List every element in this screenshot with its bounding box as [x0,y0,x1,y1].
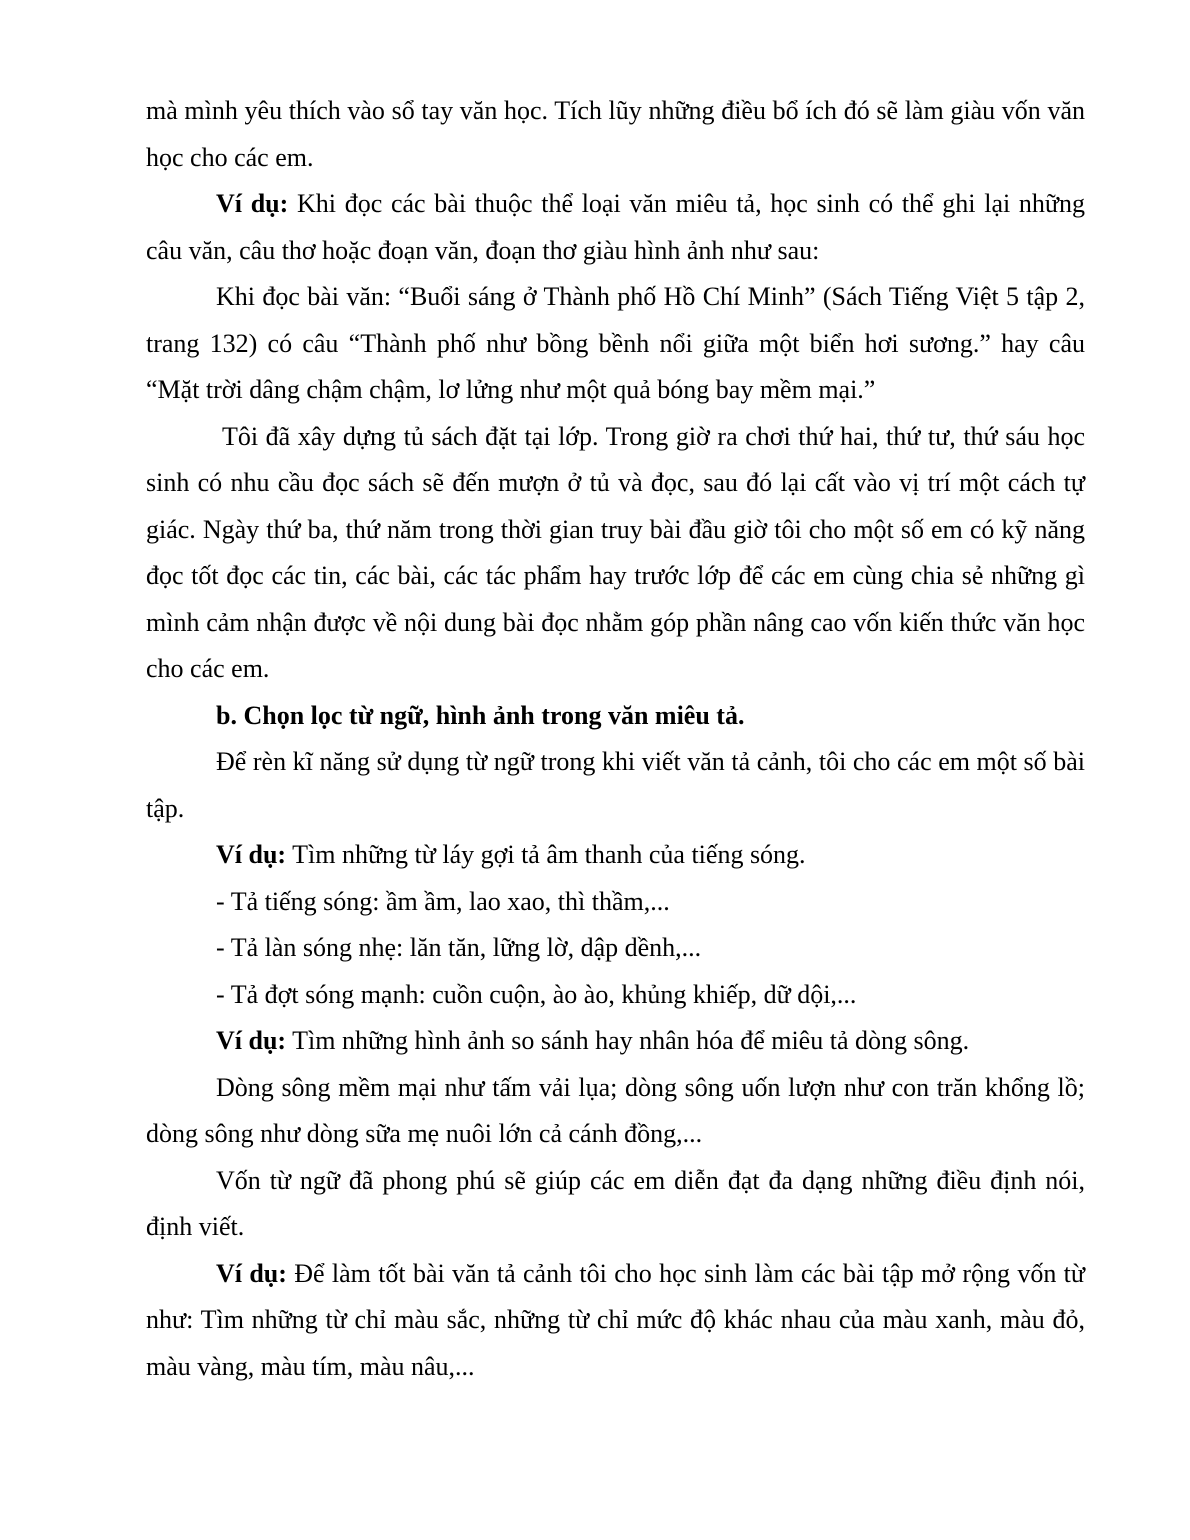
example-text: Khi đọc các bài thuộc thể loại văn miêu tả, học sinh có thể ghi lại những câu văn, câu thơ hoặc đoạn văn, đoạn thơ giàu hình ảnh như sau: [146,189,1086,265]
example-label: Ví dụ: [216,189,289,218]
list-item: - Tả đợt sóng mạnh: cuồn cuộn, ào ào, khủng khiếp, dữ dội,... [216,979,857,1009]
section-heading-b: b. Chọn lọc từ ngữ, hình ảnh trong văn miêu tả. [216,700,745,730]
example-label: Ví dụ: [216,840,287,869]
paragraph-vocabulary: Vốn từ ngữ đã phong phú sẽ giúp các em diễn đạt đa dạng những điều định nói, định viết. [146,1165,1085,1241]
example-text: Tìm những hình ảnh so sánh hay nhân hóa để miêu tả dòng sông. [286,1026,970,1055]
paragraph-example-2 [146,832,1085,879]
example-text: Để làm tốt bài văn tả cảnh tôi cho học sinh làm các bài tập mở rộng vốn từ như: Tìm những từ chỉ màu sắc, những từ chỉ mức độ khác nhau của màu xanh, màu đỏ, màu vàng, màu tím, màu nâu,... [146,1258,1085,1381]
paragraph-example-3 [146,1018,1085,1065]
paragraph-example-1 [146,181,1085,274]
paragraph-exercises: Để rèn kĩ năng sử dụng từ ngữ trong khi viết văn tả cảnh, tôi cho các em một số bài tập. [146,747,1085,823]
example-label: Ví dụ: [216,1026,287,1055]
paragraph-continued: mà mình yêu thích vào sổ tay văn học. Tích lũy những điều bổ ích đó sẽ làm giàu vốn văn học cho các em. [146,96,1085,172]
document-page [146,88,1085,1390]
list-item: - Tả tiếng sóng: ầm ầm, lao xao, thì thầm,... [216,886,670,916]
example-text: Tìm những từ láy gợi tả âm thanh của tiếng sóng. [286,840,806,869]
paragraph-river: Dòng sông mềm mại như tấm vải lụa; dòng sông uốn lượn như con trăn khổng lồ; dòng sông như dòng sữa mẹ nuôi lớn cả cánh đồng,... [146,1072,1085,1148]
paragraph-bookshelf: Tôi đã xây dựng tủ sách đặt tại lớp. Trong giờ ra chơi thứ hai, thứ tư, thứ sáu học sinh có nhu cầu đọc sách sẽ đến mượn ở tủ và đọc, sau đó lại cất vào vị trí một cách tự giác. Ngày thứ ba, thứ năm trong thời gian truy bài đầu giờ tôi cho một số em có kỹ năng đọc tốt đọc các tin, các bài, các tác phẩm hay trước lớp để các em cùng chia sẻ những gì mình cảm nhận được về nội dung bài đọc nhằm góp phần nâng cao vốn kiến thức văn học cho các em. [146,421,1085,683]
paragraph-example-4 [146,1251,1085,1391]
list-item: - Tả làn sóng nhẹ: lăn tăn, lững lờ, dập dềnh,... [216,933,702,962]
paragraph-quote: Khi đọc bài văn: “Buổi sáng ở Thành phố Hồ Chí Minh” (Sách Tiếng Việt 5 tập 2, trang 132) có câu “Thành phố như bồng bềnh nổi giữa một biển hơi sương.” hay câu “Mặt trời dâng chậm chậm, lơ lửng như một quả bóng bay mềm mại.” [146,282,1085,404]
example-label: Ví dụ: [216,1258,287,1288]
